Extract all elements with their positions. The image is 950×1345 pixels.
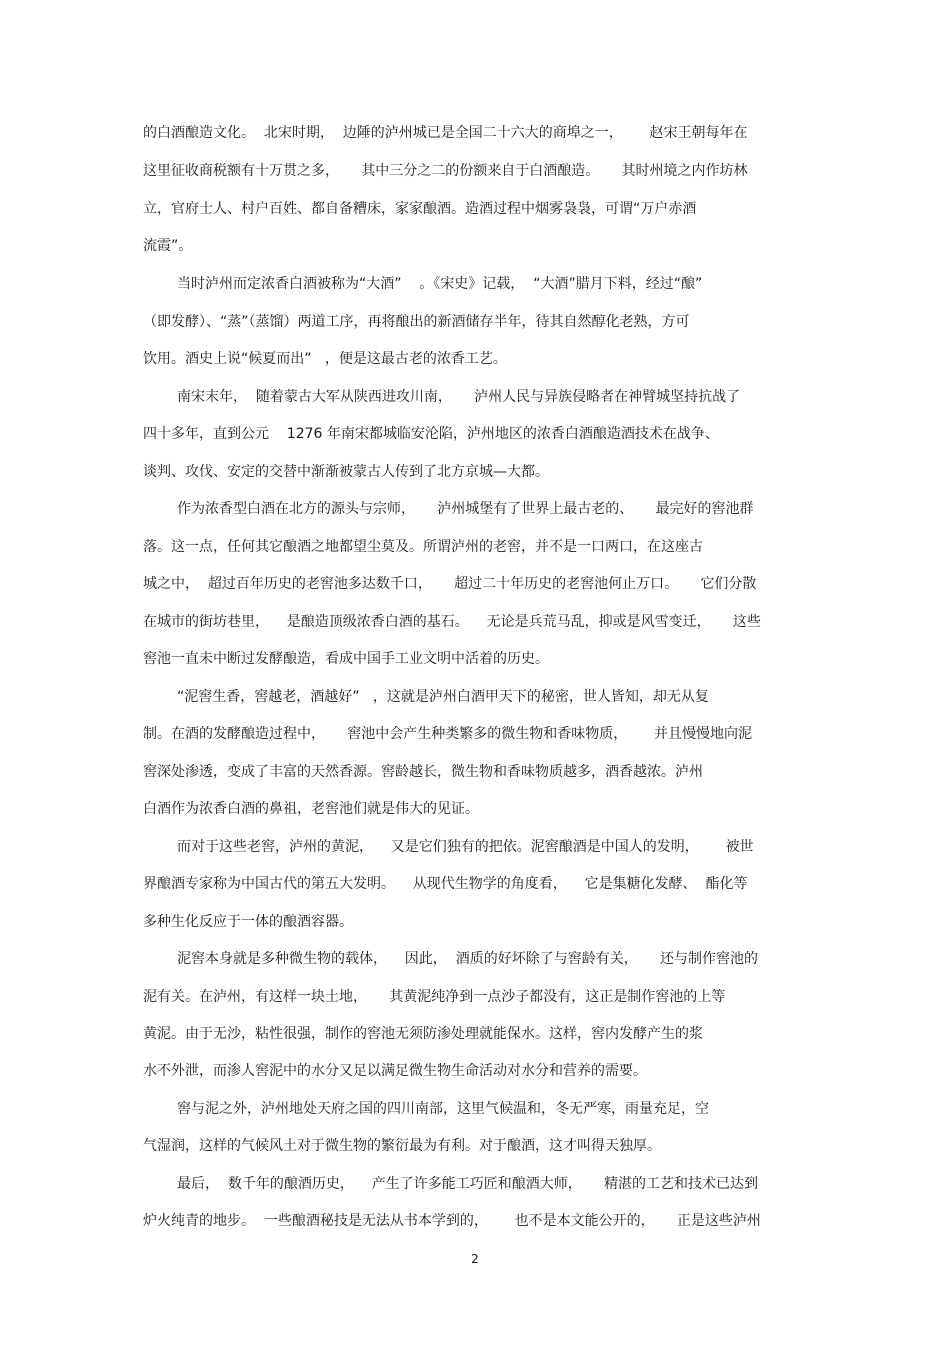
text-line: 的白酒酿造文化。 北宋时期， 边陲的泸州城已是全国二十六大的商埠之一， 赵宋王朝每年在 [143,125,748,141]
paragraph-start-line: 最后， 数千年的酿酒历史， 产生了许多能工巧匠和酿酒大师， 精湛的工艺和技术已达到 [177,1176,758,1192]
text-line: 窖池一直未中断过发酵酿造，看成中国手工业文明中活着的历史。 [143,651,549,667]
text-line: 城之中， 超过百年历史的老窖池多达数千口， 超过二十年历史的老窖池何止万口。 它们分散 [143,576,757,592]
text-line: （即发酵）、“蒸”（蒸馏）两道工序，再将酿出的新酒储存半年，待其自然醇化老熟，方可 [143,314,690,330]
page-number: 2 [471,1252,479,1266]
text-line: 立，官府士人、村户百姓、都自备糟床，家家酿酒。造酒过程中烟雾袅袅，可谓“万户赤酒 [143,201,697,217]
text-line: 黄泥。由于无沙，粘性很强，制作的窖池无须防渗处理就能保水。这样，窖内发酵产生的浆 [143,1026,703,1042]
text-line: 谈判、攻伐、安定的交替中渐渐被蒙古人传到了北方京城—大都。 [143,464,549,480]
text-line: 水不外泄，而渗人窖泥中的水分又足以满足微生物生命活动对水分和营养的需要。 [143,1063,647,1079]
text-line: 炉火纯青的地步。 一些酿酒秘技是无法从书本学到的， 也不是本文能公开的， 正是这些泸州 [143,1213,761,1229]
text-line: 四十多年，直到公元 1276 年南宋都城临安沦陷，泸州地区的浓香白酒酿造酒技术在战争、 [143,426,719,442]
text-line: 多种生化反应于一体的酿酒容器。 [143,914,353,930]
text-line: 界酿酒专家称为中国古代的第五大发明。 从现代生物学的角度看， 它是集糖化发酵、 酯化等 [143,876,748,892]
paragraph-start-line: 而对于这些老窖，泸州的黄泥， 又是它们独有的把依。泥窖酿酒是中国人的发明， 被世 [177,839,754,855]
text-line: 这里征收商税额有十万贯之多， 其中三分之二的份额来自于白酒酿造。 其时州境之内作坊林 [143,163,748,179]
text-line: 制。在酒的发酵酿造过程中， 窖池中会产生种类繁多的微生物和香味物质， 并且慢慢地向泥 [143,726,752,742]
paragraph-start-line: 泥窖本身就是多种微生物的载体， 因此， 酒质的好坏除了与窖龄有关， 还与制作窖池的 [177,951,758,967]
paragraph-start-line: 窖与泥之外，泸州地处天府之国的四川南部，这里气候温和，冬无严寒，雨量充足，空 [177,1101,709,1117]
paragraph-start-line: “泥窖生香，窖越老，酒越好” ，这就是泸州白酒甲天下的秘密，世人皆知，却无从复 [177,689,709,705]
paragraph-start-line: 南宋末年， 随着蒙古大军从陕西进攻川南， 泸州人民与异族侵略者在神臂城坚持抗战了 [177,389,741,405]
text-line: 窖深处渗透，变成了丰富的天然香源。窖龄越长，微生物和香味物质越多，酒香越浓。泸州 [143,764,703,780]
text-line: 流霞”。 [143,238,193,254]
text-line: 泥有关。在泸州，有这样一块土地， 其黄泥纯净到一点沙子都没有，这正是制作窖池的上等 [143,989,726,1005]
text-line: 白酒作为浓香白酒的鼻祖，老窖池们就是伟大的见证。 [143,801,479,817]
text-line: 落。这一点，任何其它酿酒之地都望尘莫及。所谓泸州的老窖，并不是一口两口，在这座古 [143,539,703,555]
text-line: 在城市的街坊巷里， 是酿造顶级浓香白酒的基石。 无论是兵荒马乱，抑或是风雪变迁， 这些 [143,614,761,630]
paragraph-start-line: 作为浓香型白酒在北方的源头与宗师， 泸州城堡有了世界上最古老的、 最完好的窖池群 [177,501,754,517]
text-line: 气湿润，这样的气候风土对于微生物的繁衍最为有利。对于酿酒，这才叫得天独厚。 [143,1138,661,1154]
text-line: 饮用。酒史上说“候夏而出” ，便是这最古老的浓香工艺。 [143,351,507,367]
paragraph-start-line: 当时泸州而定浓香白酒被称为“大酒” 。《宋史》记载， “大酒”腊月下料，经过“酿” [177,276,703,292]
